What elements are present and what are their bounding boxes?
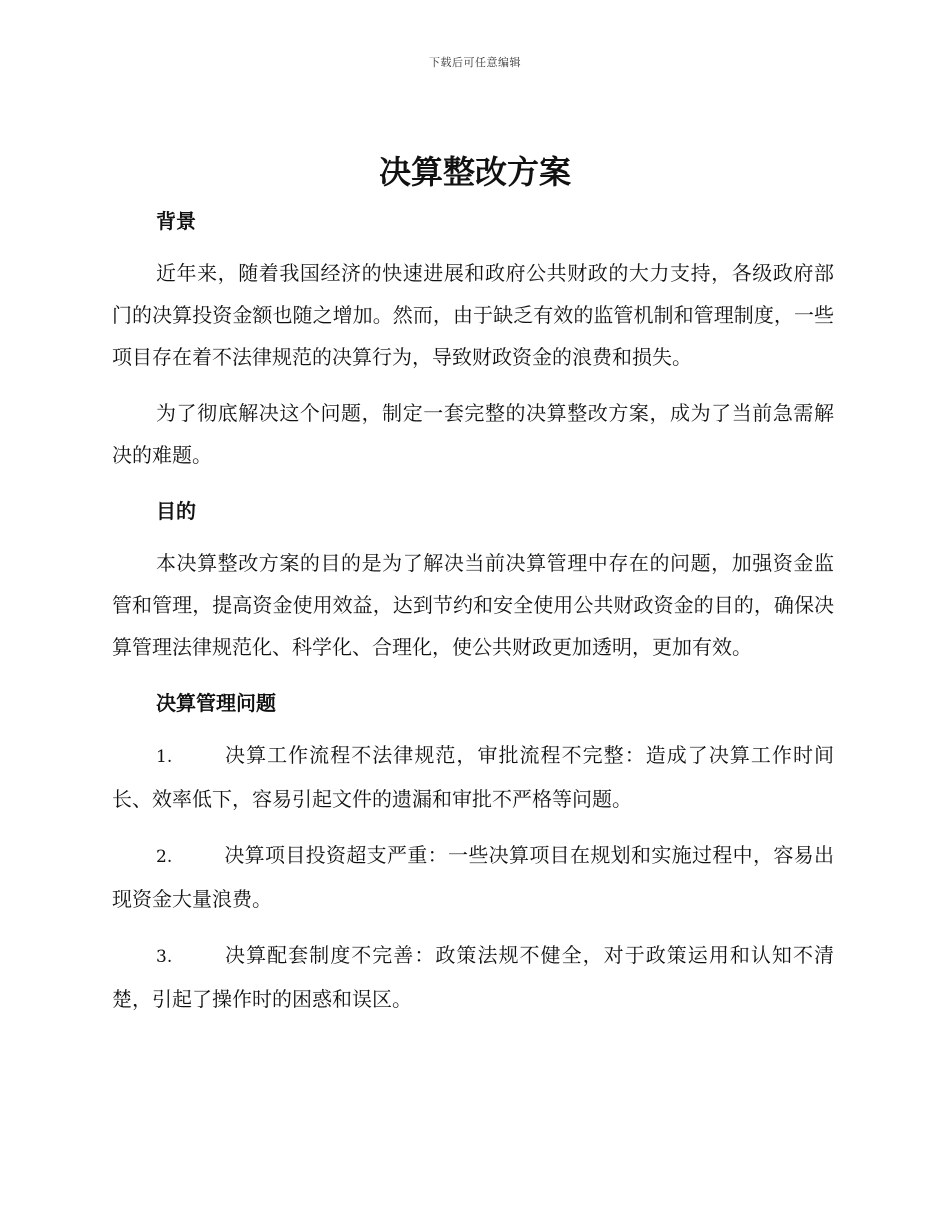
list-number: 2. bbox=[156, 847, 173, 867]
section-heading-background: 背景 bbox=[156, 209, 196, 233]
list-number: 1. bbox=[156, 747, 173, 767]
document-body bbox=[112, 200, 834, 1020]
list-number: 3. bbox=[156, 947, 173, 967]
header-note: 下载后可任意编辑 bbox=[429, 56, 521, 69]
list-item bbox=[112, 934, 834, 1020]
list-text: 决算工作流程不法律规范，审批流程不完整：造成了决算工作时间长、效率低下，容易引起文件的遗漏和审批不严格等问题。 bbox=[112, 743, 834, 811]
list-item bbox=[112, 834, 834, 920]
paragraph: 近年来，随着我国经济的快速进展和政府公共财政的大力支持，各级政府部门的决算投资金额也随之增加。然而，由于缺乏有效的监管机制和管理制度，一些项目存在着不法律规范的决算行为，导致财政资金的浪费和损失。 bbox=[112, 261, 834, 369]
section-heading-purpose: 目的 bbox=[156, 499, 196, 523]
paragraph: 本决算整改方案的目的是为了解决当前决算管理中存在的问题，加强资金监管和管理，提高资金使用效益，达到节约和安全使用公共财政资金的目的，确保决算管理法律规范化、科学化、合理化，使公共财政更加透明，更加有效。 bbox=[112, 551, 834, 659]
paragraph: 为了彻底解决这个问题，制定一套完整的决算整改方案，成为了当前急需解决的难题。 bbox=[112, 401, 834, 467]
section-heading-issues: 决算管理问题 bbox=[156, 691, 276, 715]
list-item bbox=[112, 734, 834, 820]
document-title: 决算整改方案 bbox=[378, 153, 571, 191]
list-text: 决算配套制度不完善：政策法规不健全，对于政策运用和认知不清楚，引起了操作时的困惑和误区。 bbox=[112, 943, 834, 1011]
list-text: 决算项目投资超支严重：一些决算项目在规划和实施过程中，容易出现资金大量浪费。 bbox=[112, 843, 834, 911]
